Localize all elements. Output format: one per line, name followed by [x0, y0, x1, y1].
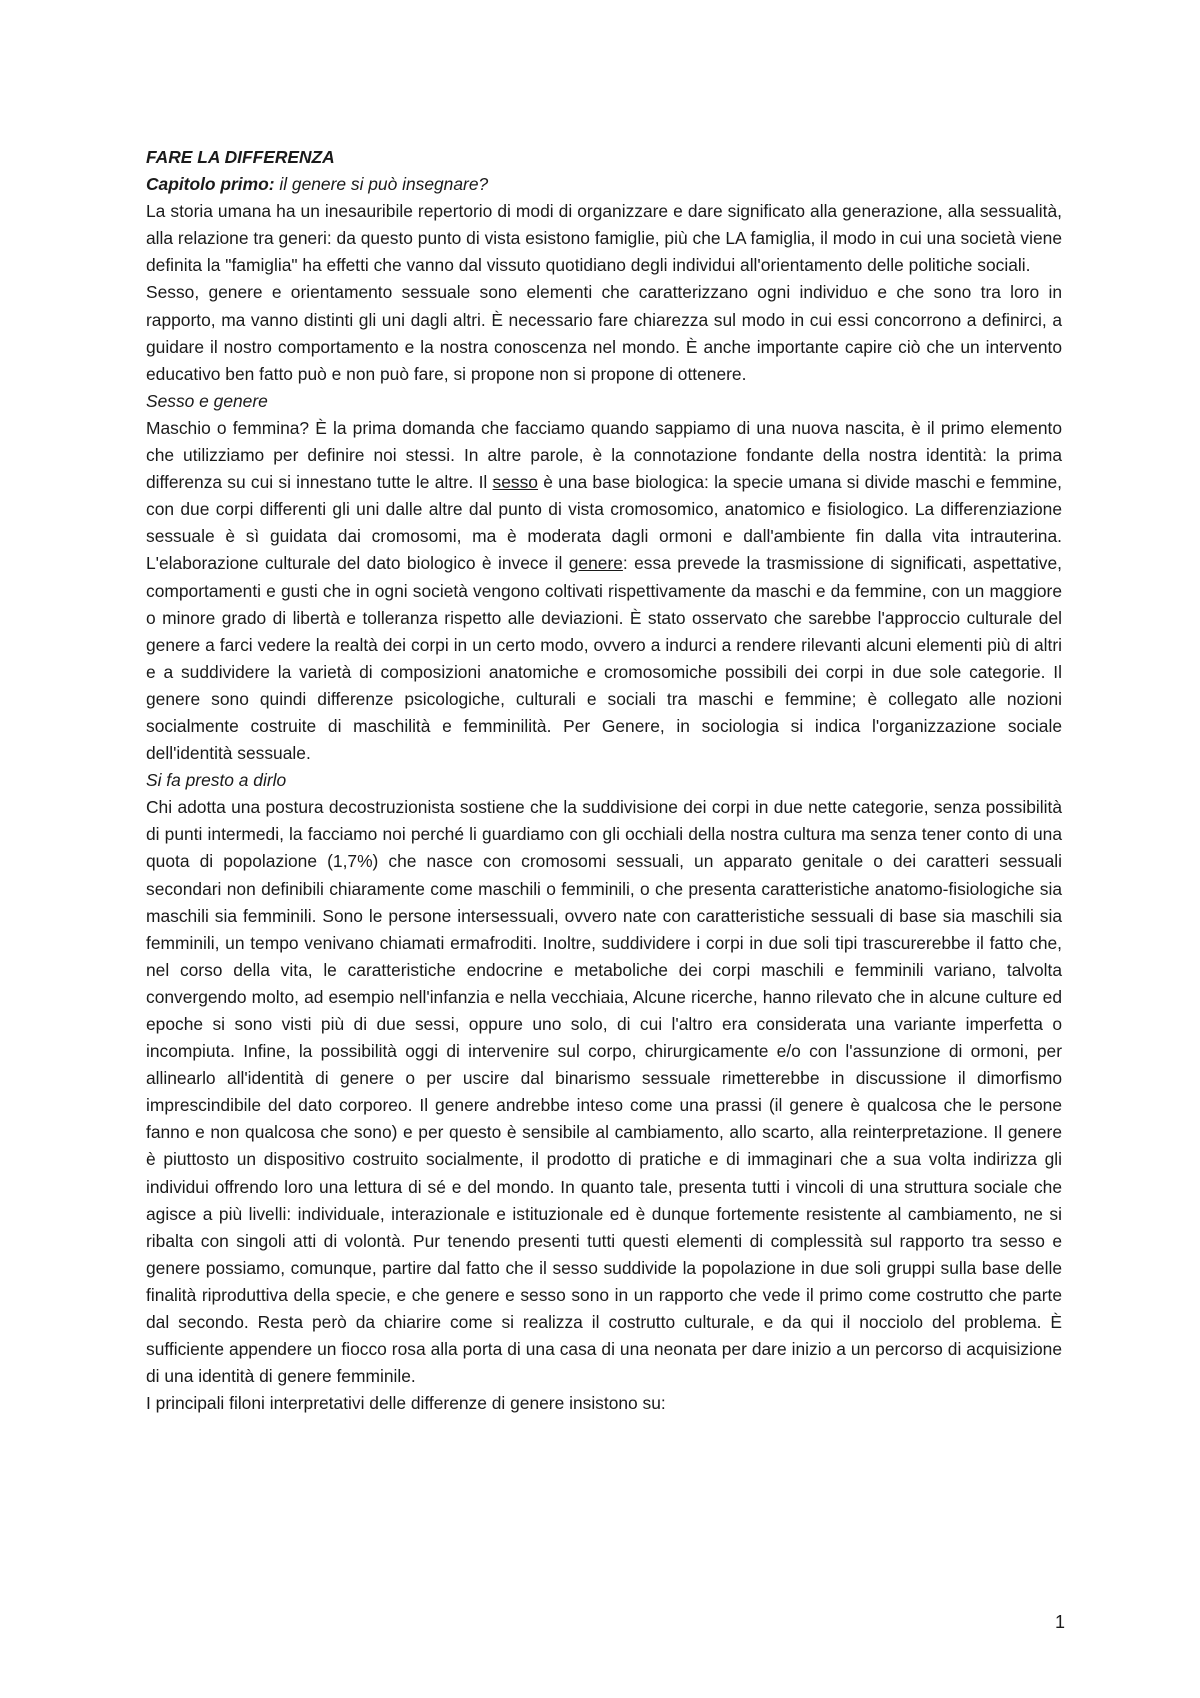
- underlined-term-sesso: sesso: [492, 472, 538, 493]
- chapter-subtitle: il genere si può insegnare?: [274, 174, 489, 195]
- chapter-heading: [146, 171, 1062, 198]
- paragraph-filoni-interpretativi: I principali filoni interpretativi delle differenze di genere insistono su:: [146, 1393, 666, 1414]
- paragraph-text: : essa prevede la trasmissione di significati, aspettative, comportamenti e gusti che in ogni società vengono coltivati rispettivamente da maschi e da femmine, con un maggiore o minore grado di libertà e tolleranza rispetto alle deviazioni. È stato osservato che sarebbe l'approccio culturale del genere a farci vedere la realtà dei corpi in un certo modo, ovvero a indurci a rendere rilevanti alcuni elementi più di altri e a suddividere la varietà di composizioni anatomiche e cromosomiche possibili dei corpi in due sole categorie. Il genere sono quindi differenze psicologiche, culturali e sociali tra maschi e femmine; è collegato alle nozioni socialmente costruite di maschilità e femminilità. Per Genere, in sociologia si indica l'organizzazione sociale dell'identità sessuale.: [146, 553, 1062, 764]
- document-title: FARE LA DIFFERENZA: [146, 147, 335, 167]
- paragraph-text: è una base biologica: la specie umana si divide maschi e femmine, con due corpi differenti gli uni dalle altre dal punto di vista cromosomico, anatomico e fisiologico. La differenziazione sessuale è sì guidata dai cromosomi, ma è moderata dagli ormoni e dall'ambiente fin dalla vita intrauterina. L'elaborazione culturale del dato biologico è invece il: [146, 472, 1062, 574]
- subheading-sesso-e-genere: Sesso e genere: [146, 390, 268, 411]
- paragraph-text: Maschio o femmina? È la prima domanda che facciamo quando sappiamo di una nuova nascita, è il primo elemento che utilizziamo per definire noi stessi. In altre parole, è la connotazione fondante della nostra identità: la prima differenza su cui si innestano tutte le altre. Il: [146, 417, 1062, 493]
- underlined-term-genere: genere: [568, 553, 623, 574]
- page-body: [146, 144, 1062, 1417]
- paragraph-intro: La storia umana ha un inesauribile repertorio di modi di organizzare e dare significato alla generazione, alla sessualità, alla relazione tra generi: da questo punto di vista esistono famiglie, più che LA famiglia, il modo in cui una società viene definita la "famiglia" ha effetti che vanno dal vissuto quotidiano degli individui all'orientamento delle politiche sociali.: [146, 201, 1062, 276]
- page-number: 1: [1054, 1612, 1065, 1632]
- paragraph-decostruzionista: Chi adotta una postura decostruzionista sostiene che la suddivisione dei corpi in due nette categorie, senza possibilità di punti intermedi, la facciamo noi perché li guardiamo con gli occhiali della nostra cultura ma senza tener conto di una quota di popolazione (1,7%) che nasce con cromosomi sessuali, un apparato genitale o dei caratteri sessuali secondari non definibili chiaramente come maschili o femminili, o che presenta caratteristiche anatomo-fisiologiche sia maschili sia femminili. Sono le persone intersessuali, ovvero nate con caratteristiche sessuali di base sia maschili sia femminili, un tempo venivano chiamati ermafroditi. Inoltre, suddividere i corpi in due soli tipi trascurerebbe il fatto che, nel corso della vita, le caratteristiche endocrine e metaboliche dei corpi maschili e femminili variano, talvolta convergendo molto, ad esempio nell'infanzia e nella vecchiaia, Alcune ricerche, hanno rilevato che in alcune culture ed epoche si sono visti più di due sessi, oppure uno solo, di cui l'altro era considerata una variante imperfetta o incompiuta. Infine, la possibilità oggi di intervenire sul corpo, chirurgicamente e/o con l'assunzione di ormoni, per allinearlo all'identità di genere o per uscire dal binarismo sessuale rimetterebbe in discussione il dimorfismo imprescindibile del dato corporeo. Il genere andrebbe inteso come una prassi (il genere è qualcosa che le persone fanno e non qualcosa che sono) e per questo è sensibile al cambiamento, allo scarto, alla reinterpretazione. Il genere è piuttosto un dispositivo costruito socialmente, il prodotto di pratiche e di immaginari che a sua volta indirizza gli individui offrendo loro una lettura di sé e del mondo. In quanto tale, presenta tutti i vincoli di una struttura sociale che agisce a più livelli: individuale, interazionale e istituzionale ed è dunque fortemente resistente al cambiamento, ne si ribalta con singoli atti di volontà. Pur tenendo presenti tutti questi elementi di complessità sul rapporto tra sesso e genere possiamo, comunque, partire dal fatto che il sesso suddivide la popolazione in due soli gruppi sulla base delle finalità riproduttiva della specie, e che genere e sesso sono in un rapporto che vede il primo come costrutto che parte dal secondo. Resta però da chiarire come si realizza il costrutto culturale, e da qui il nocciolo del problema. È sufficiente appendere un fiocco rosa alla porta di una casa di una neonata per dare inizio a un percorso di acquisizione di una identità di genere femminile.: [146, 797, 1062, 1387]
- paragraph-sesso-genere-orientamento: Sesso, genere e orientamento sessuale sono elementi che caratterizzano ogni individuo e che sono tra loro in rapporto, ma vanno distinti gli uni dagli altri. È necessario fare chiarezza sul modo in cui essi concorrono a definirci, a guidare il nostro comportamento e la nostra conoscenza nel mondo. È anche importante capire ciò che un intervento educativo ben fatto può e non può fare, si propone non si propone di ottenere.: [146, 282, 1062, 384]
- paragraph-maschio-femmina: [146, 415, 1062, 767]
- subheading-si-fa-presto-a-dirlo: Si fa presto a dirlo: [146, 770, 287, 791]
- chapter-label: Capitolo primo:: [146, 174, 275, 195]
- document-text: [146, 144, 1062, 1417]
